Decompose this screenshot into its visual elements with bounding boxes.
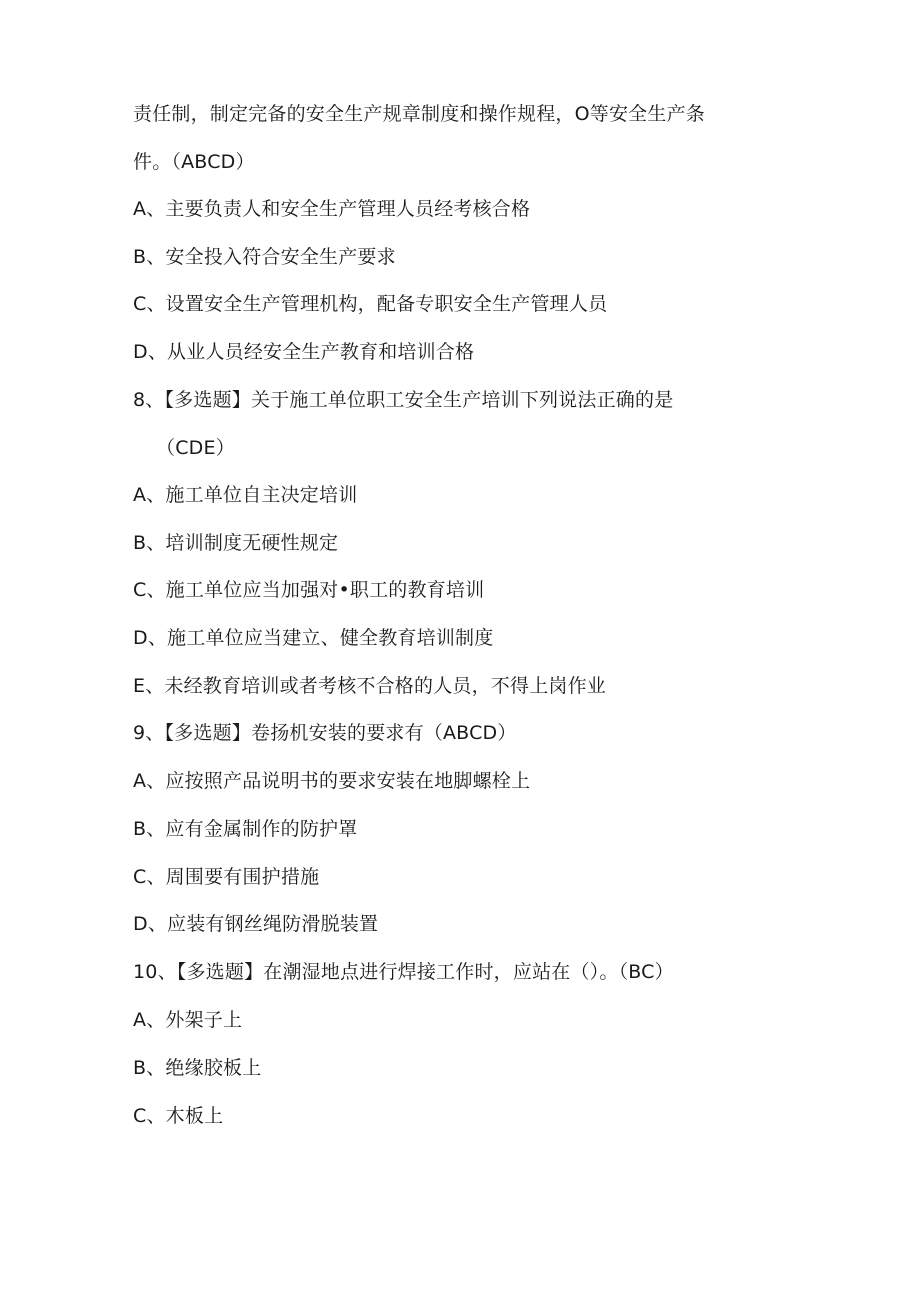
question-9: 9、【多选题】卷扬机安装的要求有（ABCD） bbox=[133, 722, 517, 744]
question-9-option-d: D、应装有钢丝绳防滑脱装置 bbox=[133, 913, 379, 935]
question-8: 8、【多选题】关于施工单位职工安全生产培训下列说法正确的是 bbox=[133, 389, 674, 411]
question-10-option-a: A、外架子上 bbox=[133, 1009, 243, 1031]
question-9-option-c: C、周围要有围护措施 bbox=[133, 866, 320, 888]
question-continuation-line: 责任制，制定完备的安全生产规章制度和操作规程，O等安全生产条 bbox=[133, 103, 705, 125]
question-8-option-e: E、未经教育培训或者考核不合格的人员，不得上岗作业 bbox=[133, 675, 607, 697]
question-8-option-d: D、施工单位应当建立、健全教育培训制度 bbox=[133, 627, 494, 649]
question-answer-line: 件。（ABCD） bbox=[133, 151, 255, 173]
option-d: D、从业人员经安全生产教育和培训合格 bbox=[133, 341, 475, 363]
question-8-option-b: B、培训制度无硬性规定 bbox=[133, 532, 339, 554]
question-10: 10、【多选题】在潮湿地点进行焊接工作时，应站在（）。（BC） bbox=[133, 961, 674, 983]
question-8-option-c: C、施工单位应当加强对•职工的教育培训 bbox=[133, 579, 485, 601]
question-10-option-c: C、木板上 bbox=[133, 1105, 224, 1127]
option-c: C、设置安全生产管理机构，配备专职安全生产管理人员 bbox=[133, 293, 608, 315]
question-9-option-a: A、应按照产品说明书的要求安装在地脚螺栓上 bbox=[133, 770, 531, 792]
option-b: B、安全投入符合安全生产要求 bbox=[133, 246, 396, 268]
question-8-answer: （CDE） bbox=[156, 437, 235, 459]
option-a: A、主要负责人和安全生产管理人员经考核合格 bbox=[133, 198, 531, 220]
question-10-option-b: B、绝缘胶板上 bbox=[133, 1057, 262, 1079]
question-9-option-b: B、应有金属制作的防护罩 bbox=[133, 818, 358, 840]
question-8-option-a: A、施工单位自主决定培训 bbox=[133, 484, 358, 506]
